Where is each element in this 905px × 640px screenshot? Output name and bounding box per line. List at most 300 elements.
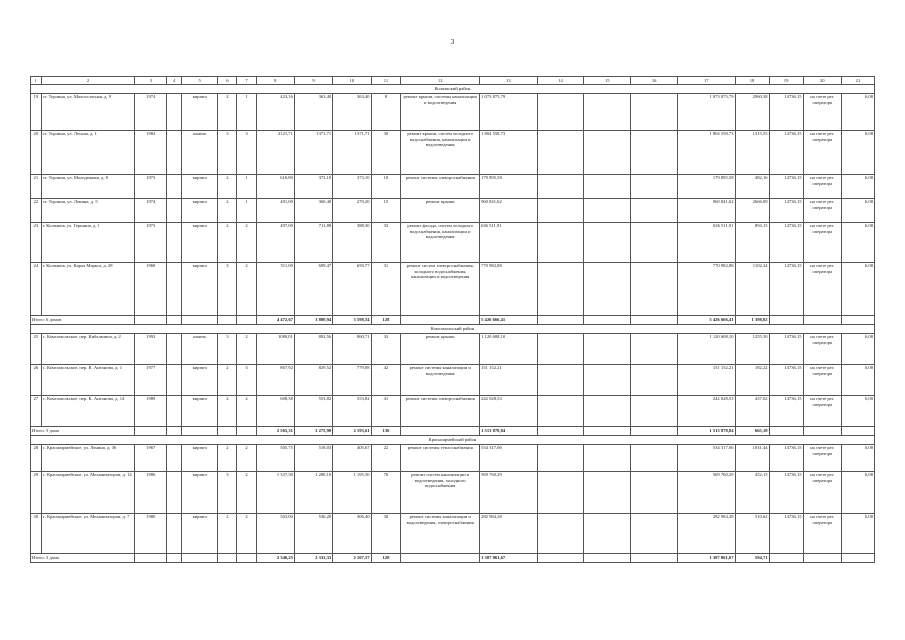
address: ст. Торлина, ул. Малоостасная, д. 9 [41, 94, 135, 131]
district-row [31, 325, 875, 334]
residential-area: 553,82 [333, 396, 371, 427]
row-number: 27 [31, 396, 42, 427]
empty-cell [167, 316, 182, 325]
tariff: 6,08 [841, 175, 874, 199]
unit-cost: 1031,44 [735, 445, 769, 472]
entrances: 2 [237, 514, 256, 554]
empty-cell [631, 514, 678, 554]
address: с. Красноармейское, ул. Механизаторов, д. 7 [41, 514, 135, 554]
work-type: ремонт системы канализации и водоотведения, электроснабжения [401, 514, 480, 554]
district-title: Колпакский район [31, 85, 875, 94]
column-number: 6 [218, 77, 237, 85]
floors: 2 [218, 445, 237, 472]
column-number: 9 [294, 77, 332, 85]
build-year: 1977 [135, 365, 167, 396]
table-row [31, 396, 875, 427]
residents: 15 [371, 199, 401, 223]
max-unit-cost: 14736,15 [769, 199, 803, 223]
entrances: 1 [237, 199, 256, 223]
total-row [31, 427, 875, 436]
wall-material: кирпич [182, 94, 218, 131]
empty-cell [537, 263, 584, 316]
page-number: 3 [450, 38, 455, 46]
empty-cell [631, 94, 678, 131]
residents: 33 [371, 334, 401, 365]
residents: 30 [371, 131, 401, 175]
build-year: 1974 [135, 199, 167, 223]
total-cost-sum: 5 426 666,41 [480, 316, 537, 325]
unit-cost-avg: 594,71 [735, 554, 769, 563]
empty-cell [135, 427, 167, 436]
empty-cell [631, 199, 678, 223]
empty-cell [584, 131, 631, 175]
wall-material: кирпич [182, 445, 218, 472]
column-number: 21 [841, 77, 874, 85]
row-number: 30 [31, 514, 42, 554]
fund-cost: 534 317,06 [678, 445, 735, 472]
residents: 41 [371, 396, 401, 427]
work-type: ремонт системы электроснабжения [401, 396, 480, 427]
max-unit-cost: 14736,15 [769, 263, 803, 316]
empty-cell [182, 427, 218, 436]
residential-area-sum: 3 598,54 [333, 316, 371, 325]
fund-method: на счете рег. оператора [803, 199, 841, 223]
empty-cell [803, 427, 841, 436]
tariff: 6,08 [841, 396, 874, 427]
table-row [31, 334, 875, 365]
empty-cell [218, 427, 237, 436]
empty-cell [167, 94, 182, 131]
column-number: 11 [371, 77, 401, 85]
build-year: 1984 [135, 131, 167, 175]
empty-cell [841, 316, 874, 325]
total-label: Итого: 3 дома [31, 427, 135, 436]
empty-cell [537, 472, 584, 514]
build-year: 1973 [135, 223, 167, 263]
total-cost-sum: 1 513 878,84 [480, 427, 537, 436]
fund-method: на счете рег. оператора [803, 472, 841, 514]
premises-area: 518,03 [294, 445, 332, 472]
build-year: 1980 [135, 514, 167, 554]
address: с. Комсомольское, пер. Кибальчича, д. 2 [41, 334, 135, 365]
fund-method: на счете рег. оператора [803, 131, 841, 175]
row-number: 29 [31, 472, 42, 514]
floors: 3 [218, 472, 237, 514]
total-row [31, 554, 875, 563]
max-unit-cost: 14736,15 [769, 94, 803, 131]
residents: 10 [371, 175, 401, 199]
build-year: 1974 [135, 94, 167, 131]
entrances: 1 [237, 94, 256, 131]
tariff: 6,08 [841, 445, 874, 472]
wall-material: кирпич [182, 223, 218, 263]
unit-cost-avg: 665,18 [735, 427, 769, 436]
fund-cost: 151 152,21 [678, 365, 735, 396]
build-year: 1968 [135, 263, 167, 316]
premises-area-sum: 3 880,94 [294, 316, 332, 325]
empty-cell [584, 334, 631, 365]
fund-cost: 1 120 608,10 [678, 334, 735, 365]
empty-cell [631, 396, 678, 427]
empty-cell [631, 223, 678, 263]
build-year: 1993 [135, 334, 167, 365]
fund-cost: 242 028,53 [678, 396, 735, 427]
row-number: 24 [31, 263, 42, 316]
work-type: ремонт крыши [401, 199, 480, 223]
empty-cell [803, 316, 841, 325]
residents: 8 [371, 94, 401, 131]
floors: 3 [218, 334, 237, 365]
unit-cost: 1255,50 [735, 334, 769, 365]
column-number: 19 [769, 77, 803, 85]
empty-cell [218, 554, 237, 563]
unit-cost: 510,62 [735, 514, 769, 554]
empty-cell [584, 445, 631, 472]
total-cost: 151 152,21 [480, 365, 537, 396]
empty-cell [769, 554, 803, 563]
address: г. Колпаков, ул. Гершина, д. 1 [41, 223, 135, 263]
table-body [31, 77, 875, 563]
column-number: 20 [803, 77, 841, 85]
column-number-row [31, 77, 875, 85]
empty-cell [537, 94, 584, 131]
empty-cell [631, 445, 678, 472]
residential-area-sum: 2 193,61 [333, 427, 371, 436]
premises-area: 711,88 [294, 223, 332, 263]
fund-method: на счете рег. оператора [803, 396, 841, 427]
empty-cell [584, 175, 631, 199]
premises-area: 699,47 [294, 263, 332, 316]
empty-cell [584, 427, 631, 436]
total-area: 401,00 [256, 199, 294, 223]
address: ст. Торлина, ул. Ленина, д. 5 [41, 199, 135, 223]
residential-area: 1371,71 [333, 131, 371, 175]
empty-cell [584, 472, 631, 514]
column-number: 14 [537, 77, 584, 85]
residential-area: 860,71 [333, 334, 371, 365]
premises-area: 360,40 [294, 199, 332, 223]
residents: 31 [371, 263, 401, 316]
address: ст. Торлина, ул. Молодежная, д. 8 [41, 175, 135, 199]
column-number: 12 [401, 77, 480, 85]
total-area: 503,00 [256, 514, 294, 554]
empty-cell [537, 316, 584, 325]
entrances: 2 [237, 472, 256, 514]
residential-area: 1 195,50 [333, 472, 371, 514]
table-row [31, 175, 875, 199]
empty-cell [537, 445, 584, 472]
fund-method: на счете рег. оператора [803, 365, 841, 396]
repair-program-table [30, 76, 875, 563]
address: с. Комсомольское, пер. К. Антонова, д. 14 [41, 396, 135, 427]
floors: 2 [218, 199, 237, 223]
residential-area: 306,40 [333, 514, 371, 554]
residents-sum: 136 [371, 427, 401, 436]
total-row [31, 316, 875, 325]
empty-cell [584, 94, 631, 131]
floors: 2 [218, 223, 237, 263]
work-type: ремонт фасада, систем холодного водоснабжения, канализации и водоотведения [401, 223, 480, 263]
unit-cost: 1315,55 [735, 131, 769, 175]
build-year: 1973 [135, 175, 167, 199]
total-label: Итого: 3 дома [31, 554, 135, 563]
total-area: 511,00 [256, 263, 294, 316]
total-cost: 1 120 608,10 [480, 334, 537, 365]
residents: 30 [371, 514, 401, 554]
total-cost: 569 760,29 [480, 472, 537, 514]
wall-material: панель [182, 334, 218, 365]
total-area: 608,38 [256, 396, 294, 427]
empty-cell [841, 427, 874, 436]
empty-cell [182, 554, 218, 563]
table-row [31, 263, 875, 316]
column-number: 7 [237, 77, 256, 85]
row-number: 20 [31, 131, 42, 175]
tariff: 6,08 [841, 131, 874, 175]
empty-cell [537, 396, 584, 427]
wall-material: кирпич [182, 396, 218, 427]
empty-cell [167, 223, 182, 263]
fund-method: на счете рег. оператора [803, 263, 841, 316]
empty-cell [537, 131, 584, 175]
floors: 2 [218, 365, 237, 396]
district-title: Красноармейский район [31, 436, 875, 445]
empty-cell [584, 316, 631, 325]
work-type: ремонт системы канализации и водоотведения [401, 365, 480, 396]
district-row [31, 436, 875, 445]
empty-cell [584, 554, 631, 563]
empty-cell [631, 365, 678, 396]
empty-cell [584, 199, 631, 223]
tariff: 6,08 [841, 94, 874, 131]
max-unit-cost: 14736,15 [769, 334, 803, 365]
build-year: 1989 [135, 396, 167, 427]
wall-material: кирпич [182, 199, 218, 223]
total-area: 505,75 [256, 445, 294, 472]
entrances: 2 [237, 334, 256, 365]
premises-area: 536,20 [294, 514, 332, 554]
empty-cell [167, 365, 182, 396]
empty-cell [537, 514, 584, 554]
tariff: 6,08 [841, 334, 874, 365]
premises-area-sum: 2 275,90 [294, 427, 332, 436]
total-area-sum: 4 472,67 [256, 316, 294, 325]
table-row [31, 445, 875, 472]
floors: 3 [218, 263, 237, 316]
district-title: Комсомольский район [31, 325, 875, 334]
empty-cell [769, 427, 803, 436]
premises-area: 1371,71 [294, 131, 332, 175]
floors: 2 [218, 514, 237, 554]
unit-cost: 482,16 [735, 175, 769, 199]
empty-cell [537, 175, 584, 199]
wall-material: кирпич [182, 263, 218, 316]
total-area: 1 337,50 [256, 472, 294, 514]
total-cost: 1 073 875,79 [480, 94, 537, 131]
empty-cell [584, 365, 631, 396]
empty-cell [584, 263, 631, 316]
column-number: 18 [735, 77, 769, 85]
empty-cell [135, 316, 167, 325]
total-area: 423,16 [256, 94, 294, 131]
column-number: 1 [31, 77, 42, 85]
empty-cell [167, 396, 182, 427]
address: г. Колпаков, ул. Карла Маркса, д. 28 [41, 263, 135, 316]
floors: 3 [218, 131, 237, 175]
residents-sum: 128 [371, 554, 401, 563]
empty-cell [167, 175, 182, 199]
empty-cell [167, 427, 182, 436]
residents: 76 [371, 472, 401, 514]
residents-sum: 128 [371, 316, 401, 325]
table-row [31, 199, 875, 223]
unit-cost: 1102,24 [735, 263, 769, 316]
row-number: 21 [31, 175, 42, 199]
unit-cost: 2666,09 [735, 199, 769, 223]
residents: 22 [371, 445, 401, 472]
work-type: ремонт системы теплоснабжения [401, 445, 480, 472]
empty-cell [631, 175, 678, 199]
residents: 33 [371, 223, 401, 263]
fund-cost: 960 841,62 [678, 199, 735, 223]
district-row [31, 85, 875, 94]
residential-area: 405,67 [333, 445, 371, 472]
max-unit-cost: 14736,15 [769, 365, 803, 396]
premises-area: 892,56 [294, 334, 332, 365]
empty-cell [167, 131, 182, 175]
empty-cell [537, 334, 584, 365]
column-number: 17 [678, 77, 735, 85]
empty-cell [631, 554, 678, 563]
fund-cost: 1 804 558,73 [678, 131, 735, 175]
fund-cost: 770 982,88 [678, 263, 735, 316]
empty-cell [167, 514, 182, 554]
max-unit-cost: 14736,15 [769, 472, 803, 514]
work-type: ремонт систем канализации и водоотведения, холодного водоснабжения [401, 472, 480, 514]
max-unit-cost: 14736,15 [769, 223, 803, 263]
fund-cost: 179 895,58 [678, 175, 735, 199]
empty-cell [218, 316, 237, 325]
fund-method: на счете рег. оператора [803, 334, 841, 365]
table-row [31, 94, 875, 131]
empty-cell [167, 445, 182, 472]
empty-cell [631, 334, 678, 365]
build-year: 1986 [135, 472, 167, 514]
entrances: 2 [237, 396, 256, 427]
empty-cell [167, 199, 182, 223]
total-cost: 179 895,58 [480, 175, 537, 199]
table-row [31, 131, 875, 175]
premises-area: 553,82 [294, 396, 332, 427]
wall-material: кирпич [182, 175, 218, 199]
fund-cost: 1 073 875,79 [678, 94, 735, 131]
fund-method: на счете рег. оператора [803, 223, 841, 263]
empty-cell [401, 427, 480, 436]
empty-cell [167, 554, 182, 563]
residential-area: 270,20 [333, 199, 371, 223]
entrances: 2 [237, 263, 256, 316]
total-cost-sum: 1 387 061,67 [480, 554, 537, 563]
build-year: 1967 [135, 445, 167, 472]
wall-material: кирпич [182, 365, 218, 396]
column-number: 8 [256, 77, 294, 85]
fund-cost-sum: 1 387 061,67 [678, 554, 735, 563]
fund-cost: 636 511,91 [678, 223, 735, 263]
unit-cost: 452,15 [735, 472, 769, 514]
row-number: 25 [31, 334, 42, 365]
fund-cost-sum: 1 513 878,84 [678, 427, 735, 436]
work-type: ремонт крыши, систем холодного водоснабжения, канализации и водоотведения [401, 131, 480, 175]
empty-cell [537, 427, 584, 436]
empty-cell [167, 334, 182, 365]
premises-area: 363,40 [294, 94, 332, 131]
total-cost: 960 841,62 [480, 199, 537, 223]
fund-method: на счете рег. оператора [803, 94, 841, 131]
floors: 2 [218, 175, 237, 199]
row-number: 19 [31, 94, 42, 131]
fund-cost: 282 984,38 [678, 514, 735, 554]
tariff: 6,08 [841, 514, 874, 554]
tariff: 6,08 [841, 223, 874, 263]
premises-area-sum: 2 332,33 [294, 554, 332, 563]
address: с. Комсомольское, пер. К. Антонова, д. 1 [41, 365, 135, 396]
empty-cell [237, 427, 256, 436]
empty-cell [631, 131, 678, 175]
unit-cost: 2960,38 [735, 94, 769, 131]
empty-cell [182, 316, 218, 325]
empty-cell [584, 396, 631, 427]
total-area: 867,92 [256, 365, 294, 396]
residential-area: 373,10 [333, 175, 371, 199]
total-cost: 770 982,88 [480, 263, 537, 316]
total-cost: 242 028,53 [480, 396, 537, 427]
total-cost: 282 984,38 [480, 514, 537, 554]
total-area-sum: 2 565,31 [256, 427, 294, 436]
residential-area-sum: 2 167,57 [333, 554, 371, 563]
empty-cell [167, 263, 182, 316]
column-number: 15 [584, 77, 631, 85]
residential-area: 363,40 [333, 94, 371, 131]
empty-cell [584, 514, 631, 554]
fund-method: на счете рег. оператора [803, 514, 841, 554]
empty-cell [803, 554, 841, 563]
max-unit-cost: 14736,15 [769, 175, 803, 199]
column-number: 10 [333, 77, 371, 85]
empty-cell [841, 554, 874, 563]
empty-cell [237, 554, 256, 563]
address: ст. Торлина, ул. Лесная, д. 1 [41, 131, 135, 175]
empty-cell [537, 199, 584, 223]
column-number: 13 [480, 77, 537, 85]
column-number: 2 [41, 77, 135, 85]
address: с. Красноармейское, ул. Механизаторов, д. 14 [41, 472, 135, 514]
max-unit-cost: 14736,15 [769, 131, 803, 175]
total-area-sum: 2 346,25 [256, 554, 294, 563]
total-cost: 636 511,91 [480, 223, 537, 263]
address: с. Красноармейское, ул. Ленина, д. 36 [41, 445, 135, 472]
empty-cell [631, 316, 678, 325]
work-type: ремонт системы электроснабжения [401, 175, 480, 199]
table-row [31, 365, 875, 396]
column-number: 5 [182, 77, 218, 85]
empty-cell [537, 554, 584, 563]
work-type: ремонт крыши [401, 334, 480, 365]
fund-method: на счете рег. оператора [803, 175, 841, 199]
premises-area: 373,10 [294, 175, 332, 199]
fund-method: на счете рег. оператора [803, 445, 841, 472]
total-area: 616,80 [256, 175, 294, 199]
row-number: 23 [31, 223, 42, 263]
